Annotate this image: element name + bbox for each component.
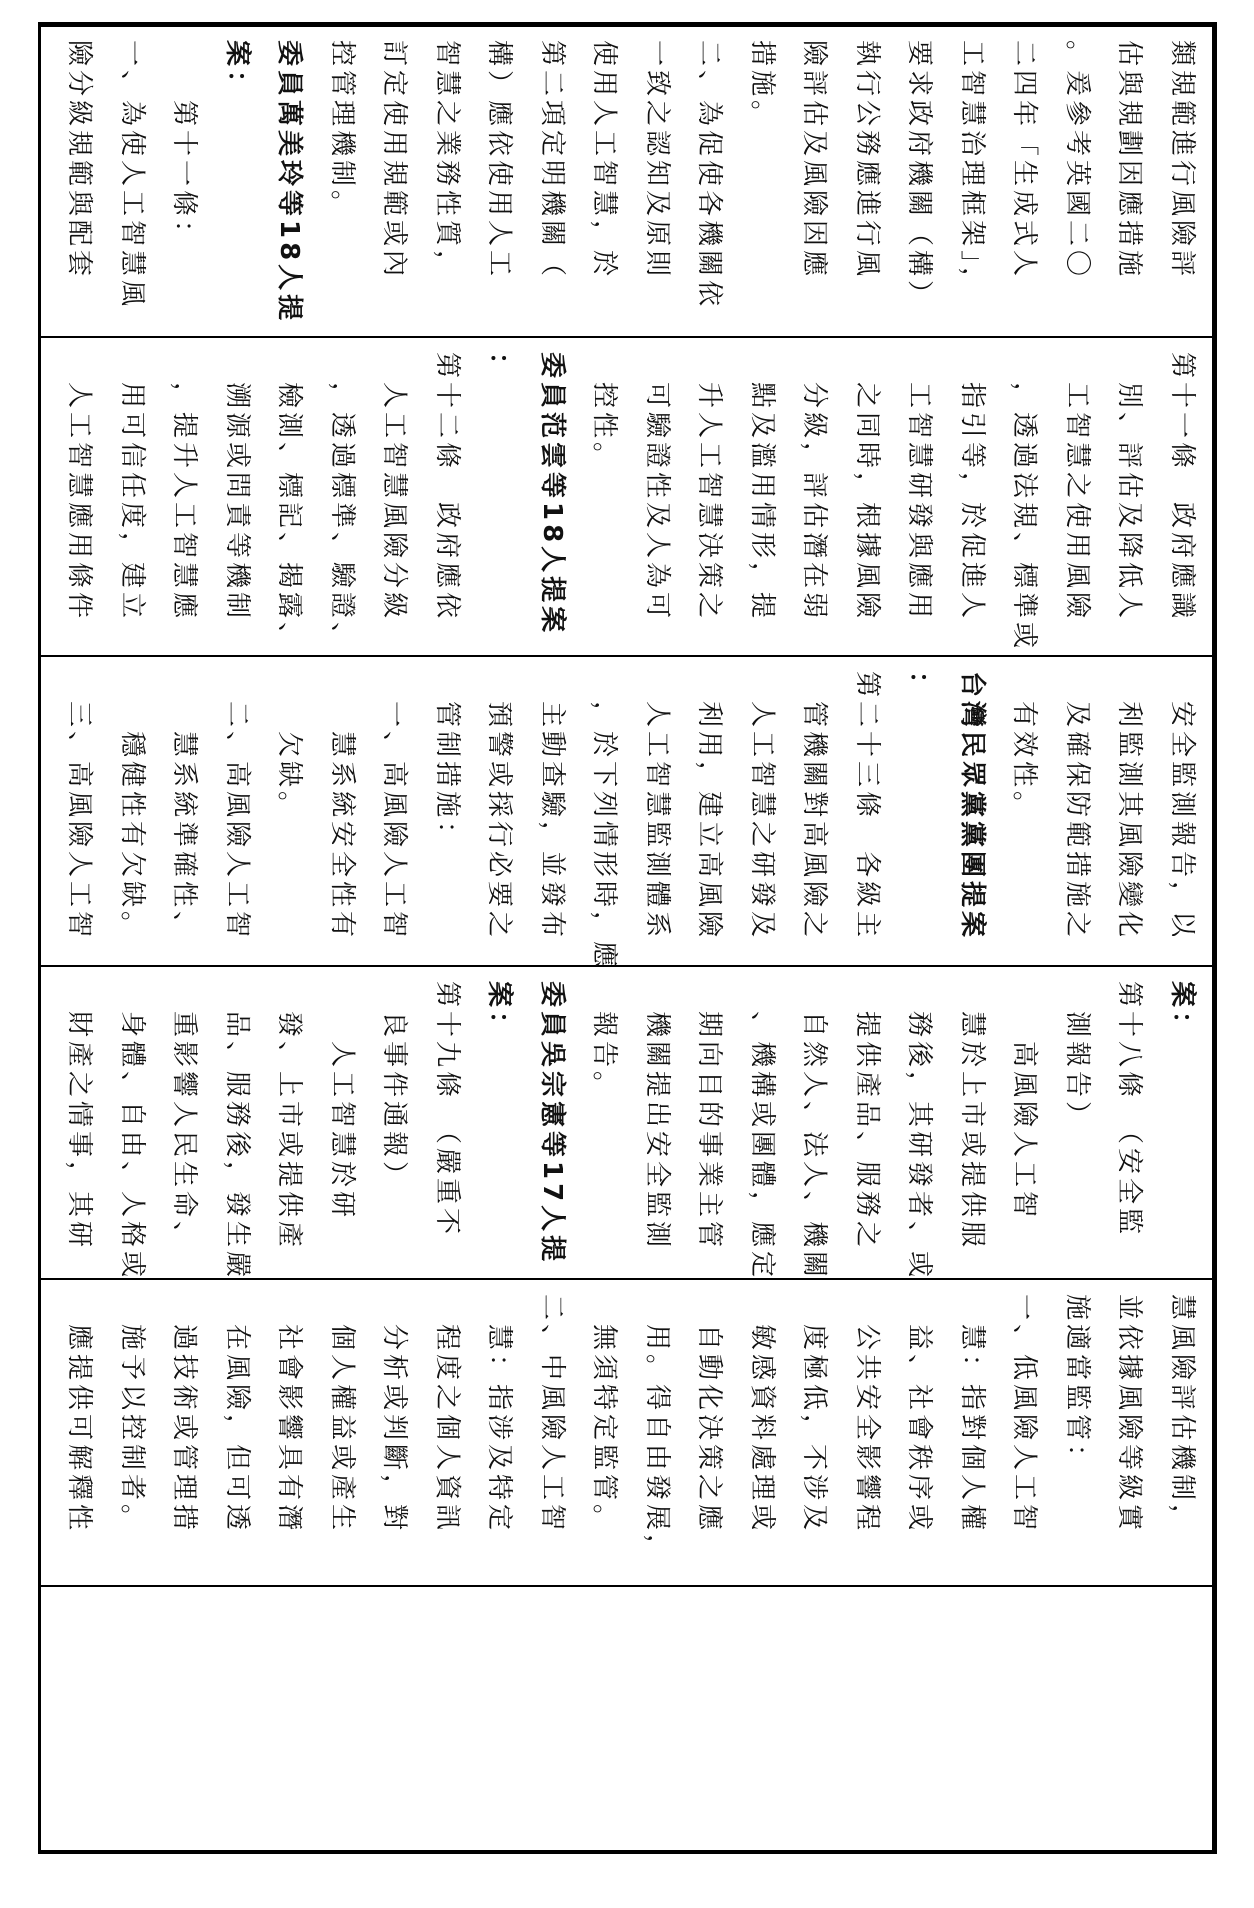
text-line: 自動化決策之應: [694, 1294, 725, 1535]
text-line: 機關提出安全監測: [642, 981, 672, 1252]
text-line: 人工智慧應用條件: [64, 352, 95, 623]
text-line: 溯源或問責等機制: [222, 352, 252, 623]
text-line: 第二十三條 各級主: [852, 671, 882, 942]
bottom-rule: [38, 1850, 1217, 1854]
text-line: 估與規劃因應措施: [1114, 40, 1145, 281]
text-line: 類規範進行風險評: [1167, 40, 1197, 281]
text-line: 慧於上市或提供服: [957, 981, 987, 1252]
text-line: 第十一條 政府應識: [1167, 352, 1197, 623]
text-line: 第十一條：: [169, 40, 200, 251]
rotated-text-region: [44, 28, 1208, 1588]
text-line: 利用，建立高風險: [694, 671, 725, 942]
text-line: 提供產品、服務之: [852, 981, 882, 1252]
text-line: 控管理機制。: [327, 40, 357, 221]
text-line: 升人工智慧決策之: [694, 352, 725, 623]
segment-5: [53, 1282, 1208, 1582]
text-line: ：: [484, 352, 515, 383]
text-line: 委員范雲等18人提案: [537, 352, 567, 637]
text-line: 智慧之業務性質，: [432, 40, 462, 281]
text-line: 別、評估及降低人: [1114, 352, 1145, 623]
text-line: 品、服務後，發生嚴: [222, 981, 252, 1281]
text-line: 施予以控制者。: [117, 1294, 147, 1535]
text-line: 可驗證性及人為可: [642, 352, 672, 623]
text-line: 施適當監管：: [1062, 1294, 1092, 1475]
text-line: 人工智慧監測體系: [642, 671, 672, 942]
text-line: 工智慧研發與應用: [904, 352, 935, 623]
text-line: 指引等，於促進人: [957, 352, 987, 623]
text-line: 使用人工智慧，於: [589, 40, 620, 281]
text-line: 程度之個人資訊: [432, 1294, 462, 1535]
text-line: 一、低風險人工智: [1009, 1294, 1040, 1535]
text-line: 慧：指對個人權: [957, 1294, 987, 1535]
text-line: ，透過法規、標準或: [1009, 352, 1040, 652]
left-border-rule: [38, 22, 41, 1854]
text-line: 敏感資料處理或: [747, 1294, 777, 1535]
text-line: 益、社會秩序或: [904, 1294, 935, 1535]
text-line: 人工智慧風險分級: [379, 352, 410, 623]
text-line: 一、高風險人工智: [379, 671, 410, 942]
text-line: 第十九條 （嚴重不: [432, 981, 462, 1239]
text-line: 過技術或管理措: [169, 1294, 200, 1535]
text-line: 案：: [222, 40, 252, 101]
text-line: 及確保防範措施之: [1062, 671, 1092, 942]
right-border-rule: [1212, 22, 1217, 1854]
text-line: 期向目的事業主管: [694, 981, 725, 1252]
text-line: 人工智慧於研: [327, 981, 357, 1222]
text-line: 。爰參考英國二〇: [1062, 40, 1092, 281]
text-line: 發、上市或提供產: [274, 981, 305, 1252]
text-line: 措施。: [747, 40, 777, 131]
text-line: 應提供可解釋性: [64, 1294, 95, 1535]
text-line: 用。得自由發展，: [642, 1294, 672, 1565]
text-line: 慧系統準確性、: [169, 671, 200, 942]
text-line: 檢測、標記、揭露、: [274, 352, 305, 652]
text-line: 工智慧之使用風險: [1062, 352, 1092, 623]
text-line: 、機構或團體，應定: [747, 981, 777, 1281]
text-line: 良事件通報）: [379, 981, 410, 1192]
text-line: 並依據風險等級實: [1114, 1294, 1145, 1535]
text-line: ，提升人工智慧應: [169, 352, 200, 623]
text-line: 人工智慧之研發及: [747, 671, 777, 942]
text-line: 二、為促使各機關依: [694, 40, 725, 311]
text-line: 務後，其研發者、或: [904, 981, 935, 1281]
segment-2: [53, 340, 1208, 652]
text-line: 案：: [484, 981, 515, 1042]
text-line: ，於下列情形時，應: [589, 671, 620, 971]
text-line: ，透過標準、驗證、: [327, 352, 357, 652]
text-line: 個人權益或產生: [327, 1294, 357, 1535]
text-line: 控性。: [589, 352, 620, 473]
text-line: 重影響人民生命、: [169, 981, 200, 1252]
text-line: 第十八條 （安全監: [1114, 981, 1145, 1239]
text-line: 慧：指涉及特定: [484, 1294, 515, 1535]
text-line: 三、高風險人工智: [64, 671, 95, 942]
text-line: 在風險，但可透: [222, 1294, 252, 1535]
text-line: 之同時，根據風險: [852, 352, 882, 623]
text-line: 報告。: [589, 981, 620, 1102]
text-line: 穩健性有欠缺。: [117, 671, 147, 942]
text-line: 構）應依使用人工: [484, 40, 515, 281]
text-line: 點及濫用情形，提: [747, 352, 777, 623]
text-line: 第十二條 政府應依: [432, 352, 462, 623]
text-line: 分析或判斷，對: [379, 1294, 410, 1535]
text-line: 利監測其風險變化: [1114, 671, 1145, 942]
text-line: 欠缺。: [274, 671, 305, 822]
text-line: 工智慧治理框架」，: [957, 40, 987, 298]
top-rule: [38, 22, 1217, 27]
text-line: 身體、自由、人格或: [117, 981, 147, 1281]
text-line: 用可信任度，建立: [117, 352, 147, 623]
text-line: 度極低，不涉及: [799, 1294, 830, 1535]
text-line: 管制措施：: [432, 671, 462, 852]
text-line: 測報告）: [1062, 981, 1092, 1132]
text-line: 有效性。: [1009, 671, 1040, 822]
text-line: 財產之情事，其研: [64, 981, 95, 1252]
text-line: 險評估及風險因應: [799, 40, 830, 281]
text-line: 社會影響具有潛: [274, 1294, 305, 1535]
text-line: 二、高風險人工智: [222, 671, 252, 942]
text-line: 委員萬美玲等18人提: [274, 40, 305, 325]
text-line: ：: [904, 671, 935, 702]
text-line: 安全監測報告，以: [1167, 671, 1197, 942]
text-line: 一、為使人工智慧風: [117, 40, 147, 311]
text-line: 分級，評估潛在弱: [799, 352, 830, 623]
text-line: 案：: [1167, 981, 1197, 1042]
text-line: 主動查驗，並發布: [537, 671, 567, 942]
text-line: 預警或採行必要之: [484, 671, 515, 942]
text-line: 慧系統安全性有: [327, 671, 357, 942]
segment-4: [53, 969, 1208, 1281]
text-line: 自然人、法人、機關: [799, 981, 830, 1281]
text-line: 訂定使用規範或內: [379, 40, 410, 281]
text-line: 公共安全影響程: [852, 1294, 882, 1535]
text-line: 二、中風險人工智: [537, 1294, 567, 1535]
segment-3: [53, 659, 1208, 971]
text-line: 第二項定明機關（: [537, 40, 567, 281]
text-line: 一致之認知及原則: [642, 40, 672, 281]
text-line: 高風險人工智: [1009, 981, 1040, 1222]
text-line: 台灣民眾黨黨團提案: [957, 671, 987, 942]
text-line: 二四年「生成式人: [1009, 40, 1040, 281]
text-line: 管機關對高風險之: [799, 671, 830, 942]
segment-1: [53, 28, 1208, 328]
text-line: 執行公務應進行風: [852, 40, 882, 281]
text-line: 委員吳宗憲等17人提: [537, 981, 567, 1266]
text-line: 險分級規範與配套: [64, 40, 95, 281]
text-line: 要求政府機關（構）: [904, 40, 935, 311]
text-line: 慧風險評估機制，: [1167, 1294, 1197, 1535]
text-line: 無須特定監管。: [589, 1294, 620, 1535]
